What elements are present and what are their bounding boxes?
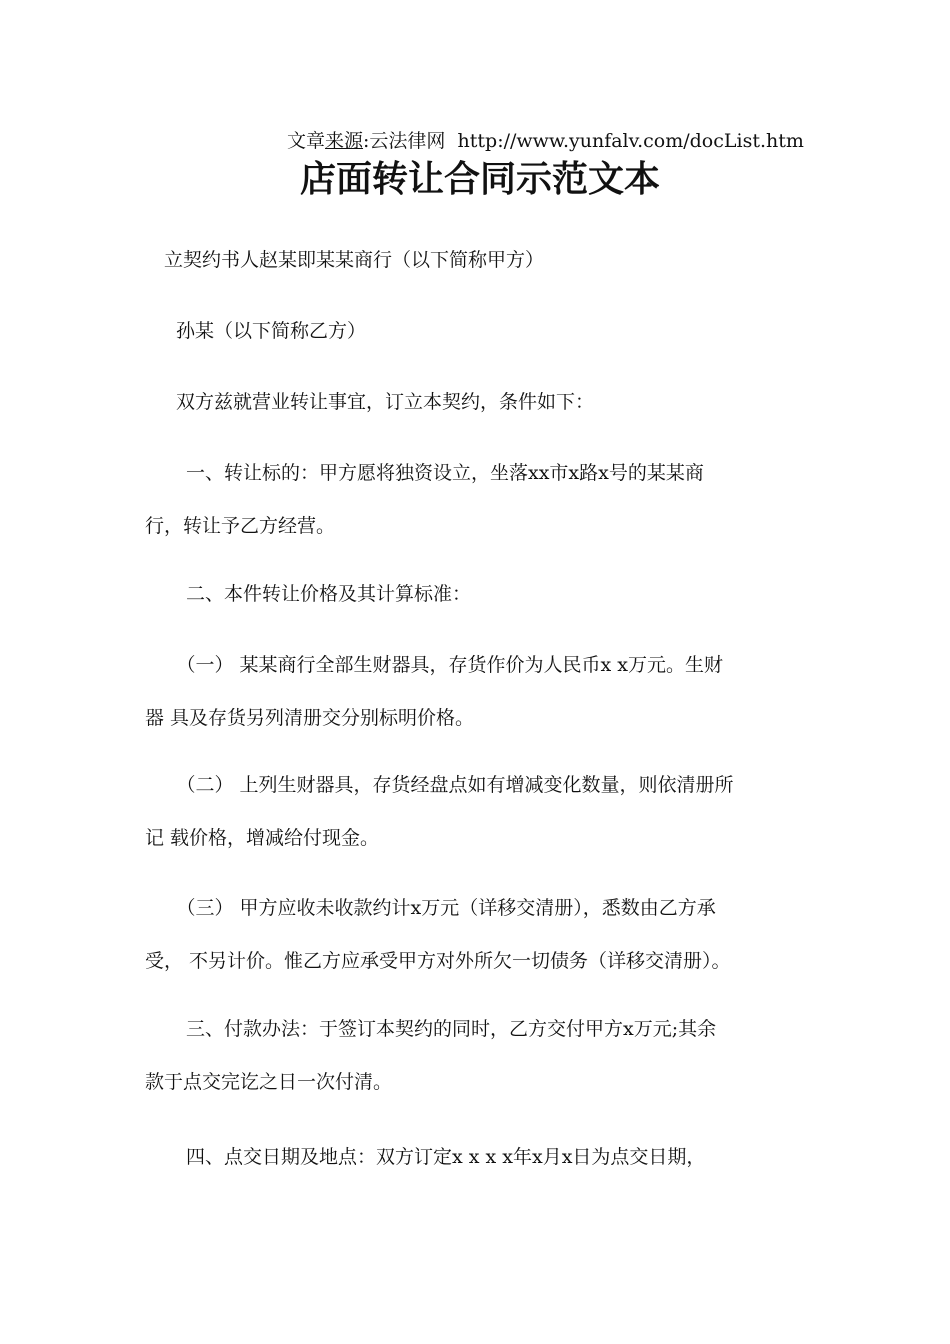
paragraph-clause-2: [145, 581, 815, 607]
source-url[interactable]: http://www.yunfalv.com/docList.htm: [457, 130, 804, 152]
paragraph-line: （二） 上列生财器具，存货经盘点如有增减变化数量，则依清册所: [167, 774, 734, 796]
paragraph-line: 款于点交完讫之日一次付清。: [145, 1071, 393, 1093]
paragraph-line: 双方兹就营业转让事宜，订立本契约，条件如下：: [176, 391, 595, 413]
paragraph-line: 二、本件转让价格及其计算标准：: [167, 583, 472, 605]
paragraph-line: 受， 不另计价。惟乙方应承受甲方对外所欠一切债务（详移交清册）。: [145, 950, 731, 972]
paragraph-line: 三、付款办法：于签订本契约的同时，乙方交付甲方x万元;其余: [167, 1018, 717, 1040]
paragraph-line: 一、转让标的：甲方愿将独资设立，坐落xx市x路x号的某某商: [167, 462, 704, 484]
paragraph-line: 四、点交日期及地点：双方订定x x x x年x月x日为点交日期，: [167, 1146, 706, 1168]
paragraph-clause-1: [145, 460, 815, 539]
paragraph-line: （一） 某某商行全部生财器具，存货作价为人民币x x万元。生财: [167, 654, 724, 676]
paragraph-line: 记 载价格，增减给付现金。: [145, 827, 380, 849]
paragraph-clause-2-1: [145, 652, 815, 731]
paragraph-line: 器 具及存货另列清册交分别标明价格。: [145, 707, 475, 729]
source-prefix: 文章: [287, 130, 326, 152]
paragraph-party-b: [176, 318, 846, 344]
paragraph-party-a: [145, 247, 815, 273]
paragraph-clause-2-2: [145, 772, 815, 851]
paragraph-clause-3: [145, 1016, 815, 1095]
paragraph-preamble: [176, 389, 846, 415]
source-line: [287, 128, 804, 154]
paragraph-line: 立契约书人赵某即某某商行（以下简称甲方）: [145, 249, 545, 271]
paragraph-clause-4: [145, 1144, 815, 1170]
document-title: 店面转让合同示范文本: [299, 158, 660, 200]
paragraph-clause-2-3: [145, 895, 815, 974]
source-site: :云法律网: [363, 130, 446, 152]
source-link-word[interactable]: 来源: [325, 130, 364, 152]
paragraph-line: 孙某（以下简称乙方）: [176, 320, 367, 342]
paragraph-line: （三） 甲方应收未收款约计x万元（详移交清册），悉数由乙方承: [167, 897, 716, 919]
paragraph-line: 行，转让予乙方经营。: [145, 515, 336, 537]
